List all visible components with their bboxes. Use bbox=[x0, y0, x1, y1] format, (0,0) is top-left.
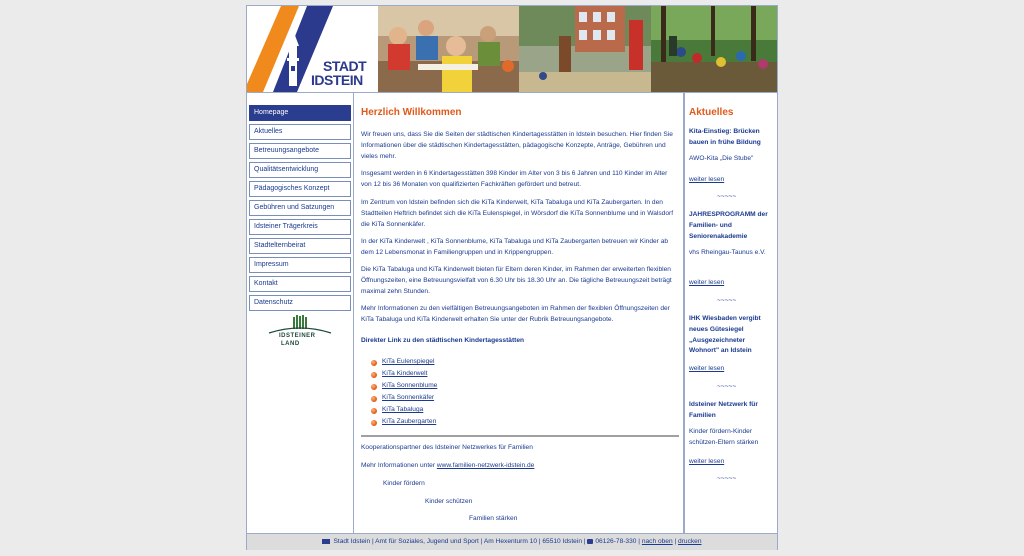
back-to-top-link[interactable]: nach oben bbox=[641, 538, 673, 545]
news-3-heading: IHK Wiesbaden vergibt neues Gütesiegel „Ausgezeichneter Wohnort" an Idstein bbox=[689, 315, 761, 355]
intro-paragraph: Wir freuen uns, dass Sie die Seiten der städtischen Kindertagesstätten in Idstein besuchen. Hier finden Sie Informationen über die städtischen Kindertagesstätten, pädagogische Konzepte, Anträge, Gebühren und vieles mehr. bbox=[361, 131, 673, 160]
news-sidebar bbox=[689, 93, 775, 533]
news-4-read-more[interactable]: weiter lesen bbox=[689, 458, 725, 465]
content-divider bbox=[361, 435, 679, 437]
nav-item-stadtelternbeirat[interactable]: Stadtelternbeirat bbox=[249, 238, 351, 254]
kita-link-label[interactable]: KiTa Sonnenkäfer bbox=[382, 394, 435, 401]
news-4-text: Kinder fördern-Kinder schützen-Eltern stärken bbox=[689, 428, 759, 446]
header-photo-playground bbox=[519, 6, 651, 92]
print-link[interactable]: drucken bbox=[678, 538, 702, 545]
paragraph-age-groups: In der KiTa Kinderwelt , KiTa Sonnenblume, KiTa Tabaluga und KiTa Zaubergarten betreuen wir Kinder ab dem 12 Lebensmonat in Familiengruppen und in Krippengruppen. bbox=[361, 238, 669, 256]
footer-separator: | bbox=[636, 538, 642, 545]
idsteiner-land-emblem bbox=[265, 315, 335, 335]
kita-link-label[interactable]: KiTa Tabaluga bbox=[382, 406, 424, 413]
header-photo-forest-children bbox=[651, 6, 777, 92]
page-container bbox=[246, 5, 778, 550]
bullet-icon bbox=[371, 384, 377, 390]
slogan-kinder-foerdern: Kinder fördern bbox=[383, 480, 425, 487]
phone-icon bbox=[587, 539, 593, 544]
nav-item-datenschutz[interactable]: Datenschutz bbox=[249, 295, 351, 311]
news-2-read-more[interactable]: weiter lesen bbox=[689, 279, 725, 286]
footer bbox=[247, 533, 777, 550]
paragraph-opening-hours: Die KiTa Tabaluga und KiTa Kinderwelt bieten für Eltern deren Kinder, im Rahmen der erweiterten flexiblen Öffnungszeiten, eine Betreuungsvielfalt von 6.30 Uhr bis 18.30 Uhr an. Die tägliche Betreuungszeit beträgt maximal zehn Stunden. bbox=[361, 266, 672, 295]
main-content bbox=[361, 93, 679, 533]
footer-address: Stadt Idstein | Amt für Soziales, Jugend und Sport | Am Hexenturm 10 | 65510 Idstein | bbox=[333, 538, 588, 545]
more-info-prefix: Mehr Informationen unter bbox=[361, 462, 437, 469]
header-photo-children-eating bbox=[378, 6, 519, 92]
flag-icon bbox=[322, 539, 330, 544]
kita-link-label[interactable]: KiTa Eulenspiegel bbox=[382, 358, 435, 365]
news-separator: ~~~~~ bbox=[717, 383, 737, 390]
left-navigation bbox=[247, 93, 353, 533]
news-title: Aktuelles bbox=[689, 107, 734, 118]
bullet-icon bbox=[371, 420, 377, 426]
paragraph-more-info: Mehr Informationen zu den vielfältigen Betreuungsangeboten im Rahmen der flexiblen Öffnungszeiten der KiTa Tabaluga und KiTa Kinderwelt erhalten Sie unter der Rubrik Betreuungsangebote. bbox=[361, 305, 670, 323]
nav-item-homepage[interactable]: Homepage bbox=[249, 105, 351, 121]
nav-item-betreuungsangebote[interactable]: Betreuungsangebote bbox=[249, 143, 351, 159]
news-separator: ~~~~~ bbox=[717, 193, 737, 200]
nav-item-qualitaetsentwicklung[interactable]: Qualitätsentwicklung bbox=[249, 162, 351, 178]
news-1-text: AWO-Kita „Die Stube" bbox=[689, 155, 754, 162]
news-1-read-more[interactable]: weiter lesen bbox=[689, 176, 725, 183]
nav-item-gebuehren-satzungen[interactable]: Gebühren und Satzungen bbox=[249, 200, 351, 216]
nav-item-kontakt[interactable]: Kontakt bbox=[249, 276, 351, 292]
footer-phone: 06126-78-330 bbox=[595, 538, 637, 545]
column-divider-right bbox=[683, 93, 685, 533]
nav-item-aktuelles[interactable]: Aktuelles bbox=[249, 124, 351, 140]
kita-link-label[interactable]: KiTa Kinderwelt bbox=[382, 370, 428, 377]
news-3-read-more[interactable]: weiter lesen bbox=[689, 365, 725, 372]
news-1-heading: Kita-Einstieg: Brücken bauen in frühe Bildung bbox=[689, 128, 761, 146]
slogan-kinder-schuetzen: Kinder schützen bbox=[425, 498, 473, 505]
netzwerk-link[interactable]: www.familien-netzwerk-idstein.de bbox=[436, 462, 535, 469]
slogan-familien-staerken: Familien stärken bbox=[469, 515, 518, 522]
kita-links-heading: Direkter Link zu den städtischen Kindertagesstätten bbox=[361, 337, 525, 344]
bullet-icon bbox=[371, 372, 377, 378]
more-info-line bbox=[361, 462, 534, 469]
idsteiner-land-text-2: LAND bbox=[281, 341, 300, 347]
bullet-icon bbox=[371, 408, 377, 414]
logo-text-stadt: STADT bbox=[323, 58, 367, 74]
nav-item-impressum[interactable]: Impressum bbox=[249, 257, 351, 273]
paragraph-children-count: Insgesamt werden in 6 Kindertagesstätten 398 Kinder im Alter von 3 bis 6 Jahren und 110 Kinder im Alter von 12 bis 36 Monaten von qualifizierten Fachkräften gefördert und betreut. bbox=[361, 170, 668, 188]
paragraph-locations: Im Zentrum von Idstein befinden sich die KiTa Kinderwelt, KiTa Tabaluga und KiTa Zaubergarten. In den Stadtteilen Heftrich befindet sich die KiTa Eulenspiegel, in Wörsdorf die KiTa Sonnenblume und in Walsdorf die KiTa Sonnenkäfer. bbox=[361, 199, 674, 228]
footer-separator: | bbox=[672, 538, 679, 545]
idsteiner-land-text-1: IDSTEINER bbox=[279, 333, 316, 339]
kita-link-label[interactable]: KiTa Sonnenblume bbox=[382, 382, 438, 389]
news-2-heading: JAHRESPROGRAMM der Familien- und Seniorenakademie bbox=[689, 211, 768, 240]
kita-link-label[interactable]: KiTa Zaubergarten bbox=[382, 418, 437, 425]
nav-item-traegerkreis[interactable]: Idsteiner Trägerkreis bbox=[249, 219, 351, 235]
bullet-icon bbox=[371, 396, 377, 402]
news-separator: ~~~~~ bbox=[717, 475, 737, 482]
news-separator: ~~~~~ bbox=[717, 297, 737, 304]
page-title: Herzlich Willkommen bbox=[361, 107, 462, 118]
logo-text-idstein: IDSTEIN bbox=[311, 72, 363, 88]
header bbox=[247, 6, 777, 92]
nav-item-paedagogisches-konzept[interactable]: Pädagogisches Konzept bbox=[249, 181, 351, 197]
bullet-icon bbox=[371, 360, 377, 366]
column-divider-left bbox=[353, 93, 354, 533]
partner-text: Kooperationspartner des Idsteiner Netzwerkes für Familien bbox=[361, 444, 533, 451]
stadt-idstein-logo[interactable] bbox=[247, 6, 378, 92]
news-2-text: vhs Rheingau-Taunus e.V. bbox=[689, 249, 766, 256]
idsteiner-land-logo[interactable] bbox=[265, 315, 335, 363]
news-4-heading: Idsteiner Netzwerk für Familien bbox=[689, 401, 758, 419]
